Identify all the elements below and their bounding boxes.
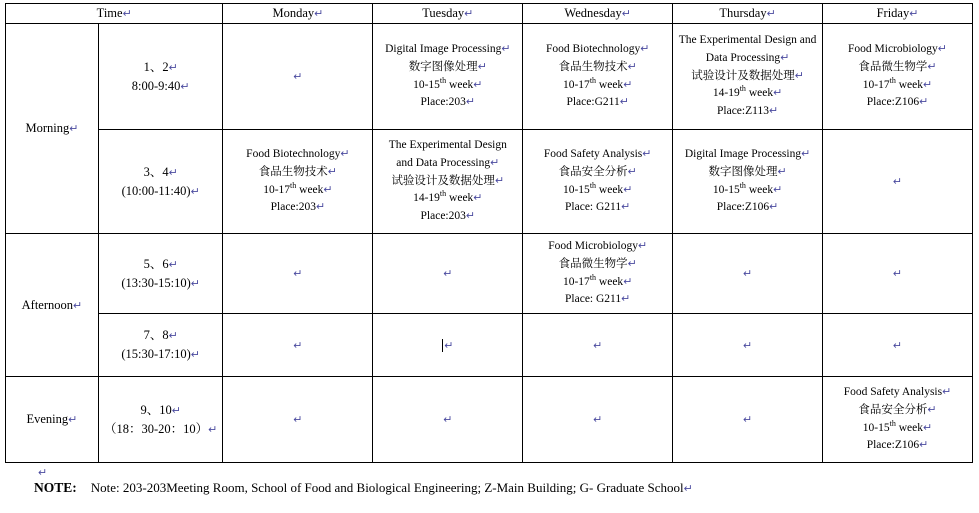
empty-cell-friday: ↵ bbox=[823, 234, 973, 314]
class-schedule-table bbox=[5, 3, 973, 463]
time-slot: 9、10↵ （18：30-20：10）↵ bbox=[98, 377, 223, 463]
course-cell-wednesday: Food Microbiology↵ 食品微生物学↵ 10-17th week↵ Place: G211↵ bbox=[523, 234, 673, 314]
empty-cell-thursday: ↵ bbox=[673, 234, 823, 314]
empty-cell-tuesday: ↵ bbox=[373, 234, 523, 314]
header-time: Time↵ bbox=[6, 4, 223, 24]
empty-cell-wednesday: ↵ bbox=[523, 314, 673, 377]
course-cell-monday: Food Biotechnology↵ 食品生物技术↵ 10-17th week↵ Place:203↵ bbox=[223, 130, 373, 234]
pilcrow-mark: ↵ bbox=[464, 8, 474, 20]
empty-cell-monday: ↵ bbox=[223, 24, 373, 130]
pilcrow-mark: ↵ bbox=[683, 483, 693, 495]
note-row bbox=[34, 480, 979, 496]
empty-cell-monday: ↵ bbox=[223, 377, 373, 463]
header-thursday: Thursday↵ bbox=[673, 4, 823, 24]
pilcrow-mark: ↵ bbox=[38, 467, 48, 479]
header-friday: Friday↵ bbox=[823, 4, 973, 24]
course-cell-friday: Food Microbiology↵ 食品微生物学↵ 10-17th week↵ Place:Z106↵ bbox=[823, 24, 973, 130]
header-monday: Monday↵ bbox=[223, 4, 373, 24]
table-header-row bbox=[6, 4, 973, 24]
empty-cell-thursday: ↵ bbox=[673, 314, 823, 377]
time-slot: 5、6↵ (13:30-15:10)↵ bbox=[98, 234, 223, 314]
course-cell-wednesday: Food Biotechnology↵ 食品生物技术↵ 10-17th week↵ Place:G211↵ bbox=[523, 24, 673, 130]
course-cell-friday: Food Safety Analysis↵ 食品安全分析↵ 10-15th week↵ Place:Z106↵ bbox=[823, 377, 973, 463]
header-tuesday: Tuesday↵ bbox=[373, 4, 523, 24]
empty-cell-friday: ↵ bbox=[823, 314, 973, 377]
time-slot: 7、8↵ (15:30-17:10)↵ bbox=[98, 314, 223, 377]
course-cell-tuesday: Digital Image Processing↵ 数字图像处理↵ 10-15th week↵ Place:203↵ bbox=[373, 24, 523, 130]
table-row bbox=[6, 24, 973, 130]
note-text: Note: 203-203Meeting Room, School of Food and Biological Engineering; Z-Main Building; G- Graduate School↵ bbox=[90, 480, 693, 495]
course-cell-wednesday: Food Safety Analysis↵ 食品安全分析↵ 10-15th week↵ Place: G211↵ bbox=[523, 130, 673, 234]
trailing-pilcrow bbox=[38, 465, 979, 479]
pilcrow-mark: ↵ bbox=[909, 8, 919, 20]
period-label-evening: Evening↵ bbox=[6, 377, 99, 463]
course-cell-tuesday: The Experimental Design and Data Processing↵ 试验设计及数据处理↵ 14-19th week↵ Place:203↵ bbox=[373, 130, 523, 234]
empty-cell-tuesday: ↵ bbox=[373, 377, 523, 463]
schedule-document bbox=[0, 3, 979, 513]
period-label-morning: Morning↵ bbox=[6, 24, 99, 234]
empty-cell-wednesday: ↵ bbox=[523, 377, 673, 463]
table-body bbox=[6, 24, 973, 463]
note-label: NOTE: bbox=[34, 480, 77, 495]
pilcrow-mark: ↵ bbox=[122, 8, 132, 20]
table-row bbox=[6, 234, 973, 314]
period-label-afternoon: Afternoon↵ bbox=[6, 234, 99, 377]
empty-cell-monday: ↵ bbox=[223, 234, 373, 314]
pilcrow-mark: ↵ bbox=[314, 8, 324, 20]
course-cell-thursday: The Experimental Design and Data Processing↵ 试验设计及数据处理↵ 14-19th week↵ Place:Z113↵ bbox=[673, 24, 823, 130]
empty-cell-friday: ↵ bbox=[823, 130, 973, 234]
time-slot: 3、4↵ (10:00-11:40)↵ bbox=[98, 130, 223, 234]
table-row bbox=[6, 314, 973, 377]
time-slot: 1、2↵ 8:00-9:40↵ bbox=[98, 24, 223, 130]
empty-cell-monday: ↵ bbox=[223, 314, 373, 377]
pilcrow-mark: ↵ bbox=[621, 8, 631, 20]
empty-cell-tuesday: ↵ bbox=[373, 314, 523, 377]
table-row bbox=[6, 377, 973, 463]
pilcrow-mark: ↵ bbox=[766, 8, 776, 20]
header-wednesday: Wednesday↵ bbox=[523, 4, 673, 24]
table-row bbox=[6, 130, 973, 234]
course-cell-thursday: Digital Image Processing↵ 数字图像处理↵ 10-15th week↵ Place:Z106↵ bbox=[673, 130, 823, 234]
empty-cell-thursday: ↵ bbox=[673, 377, 823, 463]
